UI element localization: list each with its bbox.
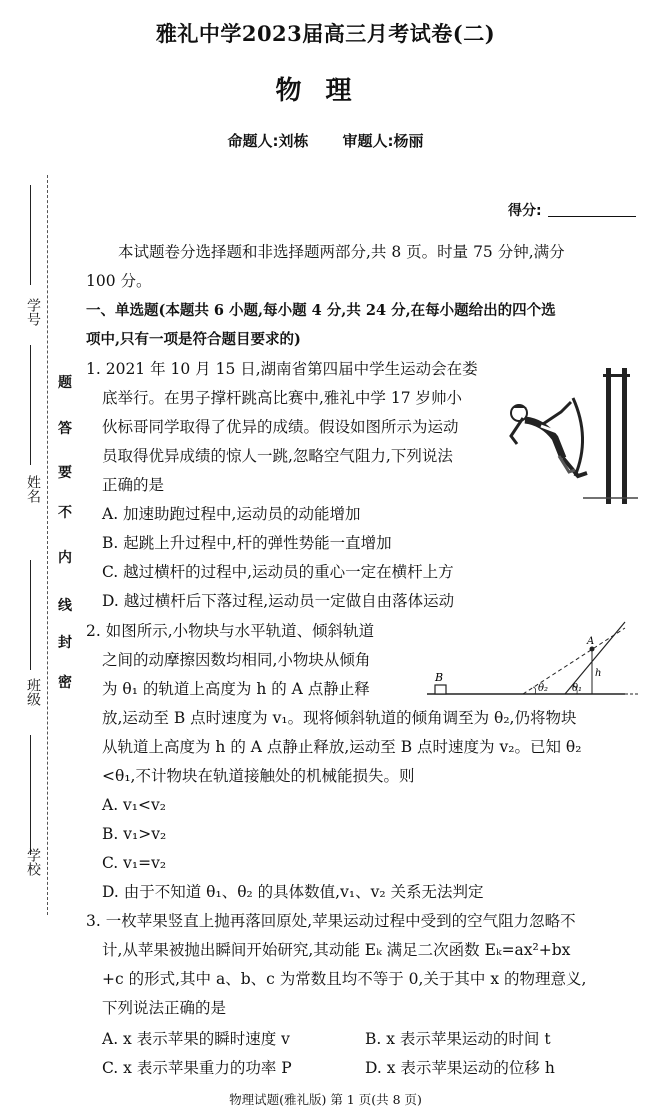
q1-option-d[interactable]: D. 越过横杆后下落过程,运动员一定做自由落体运动 (102, 592, 455, 610)
seal-char: 封 (58, 635, 72, 651)
school-label: 学校 (25, 848, 41, 876)
q1-option-a[interactable]: A. 加速助跑过程中,运动员的动能增加 (102, 505, 361, 523)
label-b: B (435, 671, 444, 684)
q3-option-a[interactable]: A. x 表示苹果的瞬时速度 v (102, 1030, 290, 1048)
pole-vault-figure (503, 358, 643, 506)
student-number-blank[interactable] (30, 185, 31, 285)
section-heading: 项中,只有一项是符合题目要求的) (86, 331, 301, 348)
seal-char: 不 (58, 505, 72, 521)
q1-option-b[interactable]: B. 起跳上升过程中,杆的弹性势能一直增加 (102, 534, 392, 552)
page-footer: 物理试题(雅礼版) 第 1 页(共 8 页) (229, 1092, 422, 1107)
student-number-label: 学号 (25, 298, 41, 326)
seal-char: 题 (58, 375, 72, 391)
seal-char: 要 (58, 465, 72, 481)
subject-title: 物理 (275, 76, 376, 106)
label-theta1: θ₁ (572, 683, 583, 694)
q2-stem-line: 放,运动至 B 点时速度为 v₁。现将倾斜轨道的倾角调至为 θ₂,仍将物块 (102, 709, 577, 727)
q2-option-c[interactable]: C. v₁=v₂ (102, 854, 167, 872)
q1-stem-line: 正确的是 (102, 476, 165, 494)
section-heading: 一、单选题(本题共 6 小题,每小题 4 分,共 24 分,在每小题给出的四个选 (86, 302, 556, 319)
author-name: 命题人:刘栋 (227, 132, 309, 150)
seal-char: 线 (58, 598, 72, 614)
q2-stem-line: 之间的动摩擦因数均相同,小物块从倾角 (102, 651, 371, 669)
q2-option-b[interactable]: B. v₁>v₂ (102, 825, 167, 843)
seal-char: 密 (58, 675, 72, 691)
q3-option-b[interactable]: B. x 表示苹果运动的时间 t (365, 1030, 551, 1048)
label-a: A (587, 636, 595, 647)
class-label: 班级 (25, 678, 41, 706)
q2-stem-line: 2. 如图所示,小物块与水平轨道、倾斜轨道 (86, 622, 375, 640)
label-h: h (595, 668, 602, 679)
q1-stem-line: 底举行。在男子撑杆跳高比赛中,雅礼中学 17 岁帅小 (102, 389, 463, 407)
label-theta2: θ₂ (538, 683, 549, 694)
intro-line: 本试题卷分选择题和非选择题两部分,共 8 页。时量 75 分钟,满分 (118, 243, 565, 261)
q2-option-a[interactable]: A. v₁<v₂ (102, 796, 166, 814)
binding-dashed-line (47, 175, 48, 915)
incline-track-figure (425, 618, 645, 700)
q3-option-c[interactable]: C. x 表示苹果重力的功率 P (102, 1059, 292, 1077)
q2-option-d[interactable]: D. 由于不知道 θ₁、θ₂ 的具体数值,v₁、v₂ 关系无法判定 (102, 883, 484, 901)
q2-stem-line: <θ₁,不计物块在轨道接触处的机械能损失。则 (102, 767, 415, 785)
score-blank[interactable] (548, 216, 636, 217)
reviewer-name: 审题人:杨丽 (342, 132, 424, 150)
exam-title: 雅礼中学2023届高三月考试卷(二) (155, 21, 496, 46)
class-blank[interactable] (30, 560, 31, 670)
q1-option-c[interactable]: C. 越过横杆的过程中,运动员的重心一定在横杆上方 (102, 563, 454, 581)
student-name-blank[interactable] (30, 345, 31, 465)
score-label: 得分: (508, 203, 542, 219)
intro-line: 100 分。 (86, 272, 152, 290)
school-blank[interactable] (30, 735, 31, 855)
q3-stem-line: 下列说法正确的是 (102, 999, 227, 1017)
seal-char: 答 (58, 421, 72, 437)
q2-stem-line: 从轨道上高度为 h 的 A 点静止释放,运动至 B 点时速度为 v₂。已知 θ₂ (102, 738, 582, 756)
q3-stem-line: +c 的形式,其中 a、b、c 为常数且均不等于 0,关于其中 x 的物理意义, (102, 970, 587, 988)
q1-stem-line: 1. 2021 年 10 月 15 日,湖南省第四届中学生运动会在娄 (86, 360, 478, 378)
q2-stem-line: 为 θ₁ 的轨道上高度为 h 的 A 点静止释 (102, 680, 370, 698)
author-line (0, 130, 651, 151)
q3-option-d[interactable]: D. x 表示苹果运动的位移 h (365, 1059, 555, 1077)
q3-stem-line: 计,从苹果被抛出瞬间开始研究,其动能 Eₖ 满足二次函数 Eₖ=ax²+bx (102, 941, 571, 959)
q3-stem-line: 3. 一枚苹果竖直上抛再落回原处,苹果运动过程中受到的空气阻力忽略不 (86, 912, 576, 930)
q1-stem-line: 伙标哥同学取得了优异的成绩。假设如图所示为运动 (102, 418, 459, 436)
student-name-label: 姓名 (25, 475, 41, 503)
q1-stem-line: 员取得优异成绩的惊人一跳,忽略空气阻力,下列说法 (102, 447, 453, 465)
seal-char: 内 (58, 550, 72, 566)
